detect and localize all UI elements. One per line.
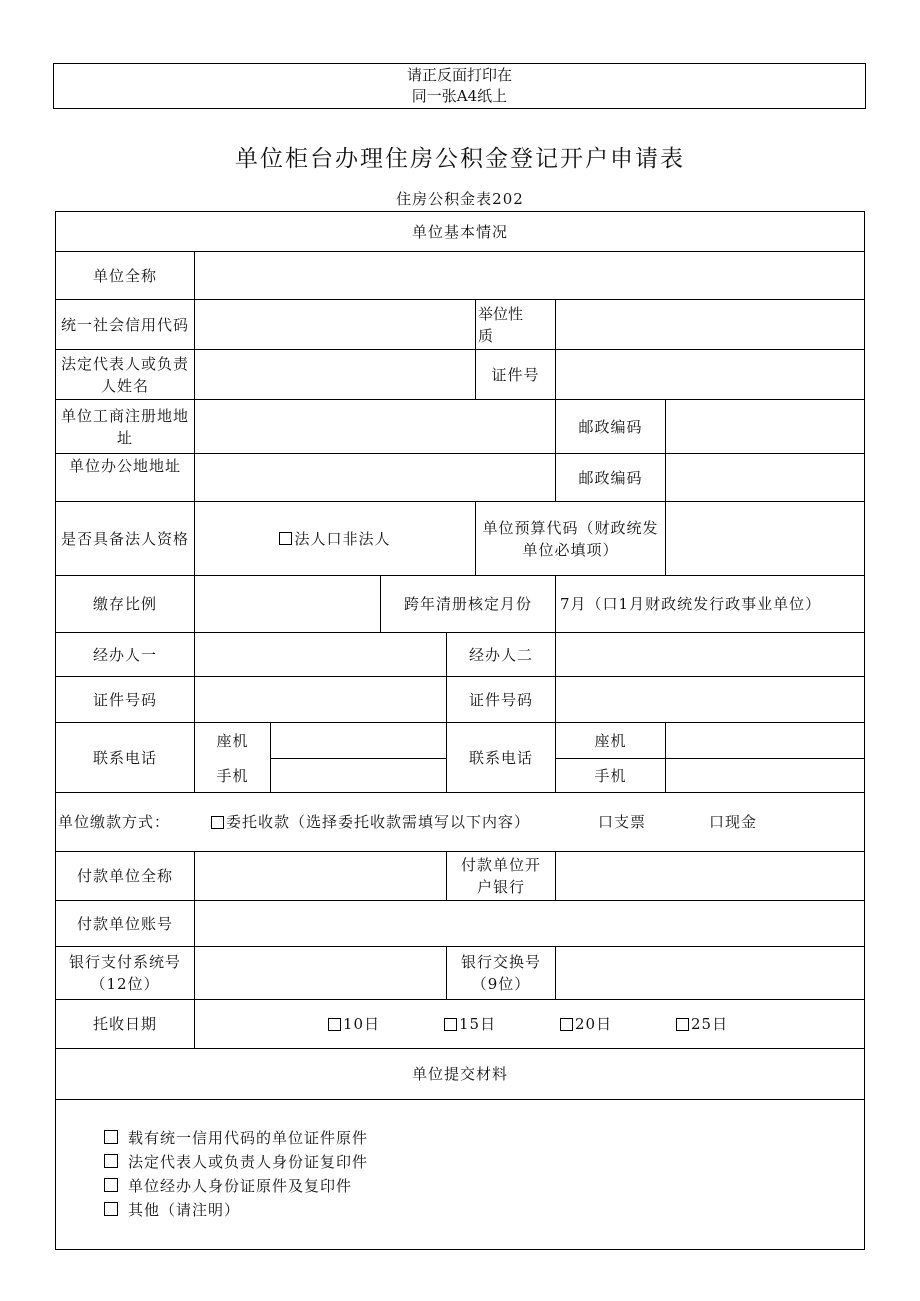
- deposit-ratio-field[interactable]: [195, 576, 380, 632]
- print-notice: [53, 63, 866, 109]
- office-address-field[interactable]: [195, 454, 555, 501]
- label-bank-system-no: [56, 947, 194, 999]
- payment-option-cash[interactable]: 口现金: [709, 813, 758, 831]
- payer-bank-field[interactable]: [556, 852, 864, 900]
- label-landline-2: 座机: [594, 731, 627, 750]
- budget-code-field[interactable]: [666, 502, 864, 575]
- print-notice-line2: 同一张A4纸上: [411, 87, 508, 105]
- reg-address-field[interactable]: [195, 400, 555, 453]
- section-materials: 单位提交材料: [411, 1065, 508, 1083]
- label-phone-2: 联系电话: [468, 748, 533, 767]
- label-handler-2: 经办人二: [468, 645, 533, 664]
- label-bank-exchange-no: [447, 947, 555, 999]
- label-reg-address: 单位工商注册地地址: [60, 406, 189, 447]
- label-unit-nature: 举位性质: [478, 304, 524, 345]
- label-bank-system-digits: （12位）: [90, 975, 160, 993]
- label-office-address: 单位办公地地址: [68, 457, 181, 475]
- collection-day-25[interactable]: 25日: [676, 1000, 756, 1048]
- label-id-no: 证件号: [491, 365, 540, 384]
- label-payer-name: 付款单位全称: [76, 867, 173, 885]
- postal-code-field-1[interactable]: [666, 400, 864, 453]
- entrust-checkbox[interactable]: [211, 816, 224, 829]
- label-postal-code-2: 邮政编码: [578, 468, 643, 487]
- label-legal-rep: 法定代表人或负责人姓名: [60, 354, 189, 395]
- handler-1-field[interactable]: [195, 633, 446, 676]
- label-budget-code: 单位预算代码（财政统发单位必填项）: [482, 518, 659, 559]
- label-deposit-ratio: 缴存比例: [92, 595, 157, 613]
- label-payer-account: 付款单位账号: [76, 914, 173, 933]
- id-number-2-field[interactable]: [556, 677, 864, 722]
- credit-code-field[interactable]: [195, 300, 475, 349]
- mobile-1-field[interactable]: [271, 759, 446, 792]
- landline-2-field[interactable]: [666, 723, 864, 758]
- print-notice-line1: 请正反面打印在: [406, 66, 512, 84]
- label-postal-code-1: 邮政编码: [578, 417, 643, 436]
- collection-day-15[interactable]: 15日: [444, 1000, 524, 1048]
- collection-day-20[interactable]: 20日: [560, 1000, 640, 1048]
- handler-2-field[interactable]: [556, 633, 864, 676]
- label-id-number-1: 证件号码: [92, 690, 157, 709]
- label-payer-bank: 付款单位开户银行: [460, 856, 541, 896]
- label-audit-month: 跨年清册核定月份: [403, 595, 532, 613]
- label-bank-exchange-no-text: 银行交换号: [460, 953, 541, 971]
- label-collection-date: 托收日期: [92, 1015, 157, 1033]
- legal-status-options-label: 法人口非法人: [294, 529, 391, 548]
- label-unit-name: 单位全称: [92, 266, 157, 285]
- payment-option-entrust-label: 委托收款（选择委托收款需填写以下内容）: [226, 813, 531, 831]
- bank-system-no-field[interactable]: [195, 947, 446, 999]
- audit-month-value[interactable]: 7月（口1月财政统发行政事业单位）: [560, 595, 822, 613]
- label-bank-exchange-digits: （9位）: [471, 975, 531, 993]
- payment-option-cheque[interactable]: 口支票: [598, 813, 647, 831]
- label-id-number-2: 证件号码: [468, 690, 533, 709]
- material-item-1[interactable]: 载有统一信用代码的单位证件原件: [104, 1126, 368, 1150]
- label-credit-code: 统一社会信用代码: [60, 315, 189, 334]
- material-item-2[interactable]: 法定代表人或负责人身份证复印件: [104, 1150, 368, 1174]
- id-no-field[interactable]: [556, 350, 864, 399]
- id-number-1-field[interactable]: [195, 677, 446, 722]
- legal-person-checkbox[interactable]: [279, 532, 292, 545]
- legal-rep-field[interactable]: [195, 350, 475, 399]
- collection-day-10[interactable]: 10日: [328, 1000, 408, 1048]
- label-bank-system-no-text: 银行支付系统号: [68, 953, 181, 971]
- label-legal-status: 是否具备法人资格: [60, 529, 189, 548]
- label-landline-1: 座机: [216, 731, 249, 750]
- payment-option-entrust[interactable]: [211, 793, 591, 851]
- section-basic-info: 单位基本情况: [411, 222, 508, 241]
- label-mobile-1: 手机: [216, 766, 249, 785]
- form-number: 住房公积金表202: [396, 190, 524, 208]
- unit-name-field[interactable]: [195, 252, 864, 299]
- label-handler-1: 经办人一: [92, 645, 157, 664]
- payer-account-field[interactable]: [195, 901, 864, 946]
- postal-code-field-2[interactable]: [666, 454, 864, 501]
- payer-name-field[interactable]: [195, 852, 446, 900]
- form-title: 单位柜台办理住房公积金登记开户申请表: [235, 146, 685, 172]
- label-payment-method: 单位缴款方式：: [58, 813, 171, 831]
- label-mobile-2: 手机: [594, 766, 627, 785]
- material-item-4[interactable]: 其他（请注明）: [104, 1198, 240, 1222]
- bank-exchange-no-field[interactable]: [556, 947, 864, 999]
- mobile-2-field[interactable]: [666, 759, 864, 792]
- label-phone-1: 联系电话: [92, 748, 157, 767]
- landline-1-field[interactable]: [271, 723, 446, 758]
- legal-status-options[interactable]: [195, 502, 475, 575]
- unit-nature-field[interactable]: [556, 300, 864, 349]
- material-item-3[interactable]: 单位经办人身份证原件及复印件: [104, 1174, 352, 1198]
